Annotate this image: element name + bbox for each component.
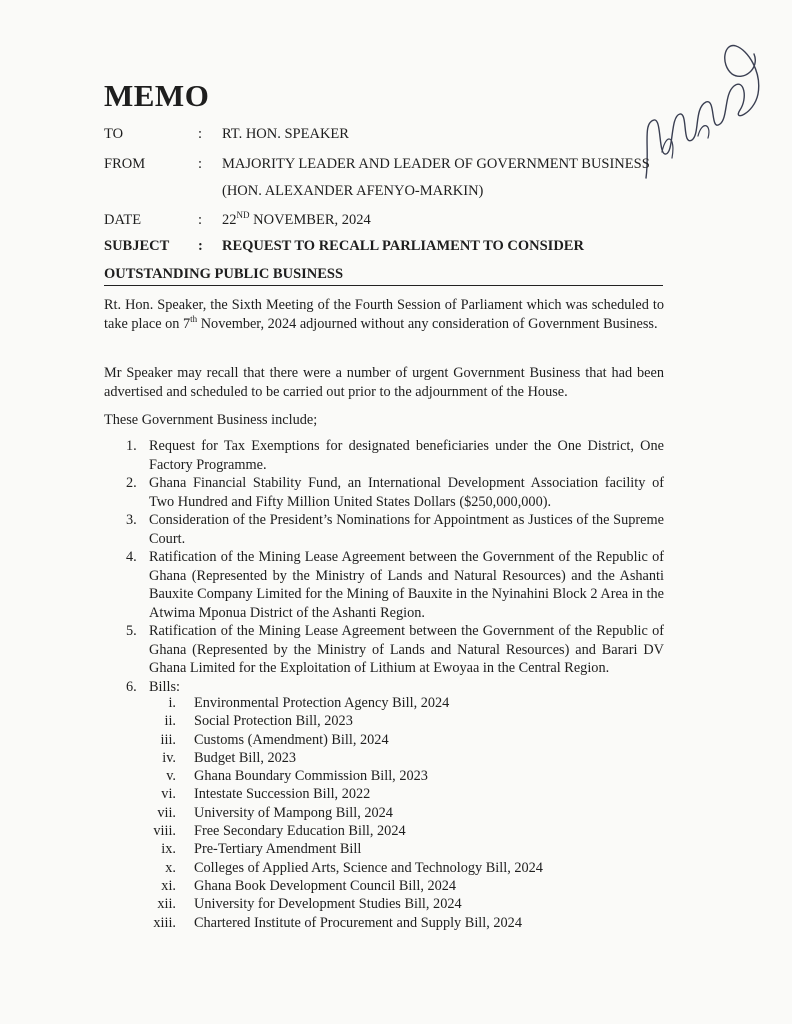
bill-number: vi.: [161, 786, 176, 803]
date-day-suffix: ND: [236, 210, 250, 220]
date-rest: NOVEMBER, 2024: [249, 212, 371, 228]
bill-item: [104, 785, 664, 803]
list-item-text: Ratification of the Mining Lease Agreement between the Government of the Republic of Ghana (Represented by the Ministry of Lands and Natural Resources) and Barari DV Ghana Limited for the Exploitation of Lithium at Ewoyaa in the Central Region.: [149, 623, 664, 676]
bill-number: viii.: [153, 823, 176, 840]
to-value: RT. HON. SPEAKER: [222, 126, 349, 142]
list-item-text: Ratification of the Mining Lease Agreement between the Government of the Republic of Ghana (Represented by the Ministry of Lands and Natural Resources) and the Ashanti Bauxite Company Limited for the Mining of Bauxite in the Nyinahini Block 2 Area in the Atwima Mponua District of the Ashanti Region.: [149, 549, 664, 621]
bill-item: [104, 914, 664, 932]
bill-title: University for Development Studies Bill, 2024: [194, 896, 462, 913]
list-item-text: Ghana Financial Stability Fund, an International Development Association facility of Two Hundred and Fifty Million United States Dollars ($250,000,000).: [149, 475, 664, 510]
subject-colon: :: [198, 238, 203, 254]
bill-item: [104, 822, 664, 840]
bill-number: i.: [168, 695, 176, 711]
bill-item: [104, 731, 664, 749]
list-item-number: 2.: [126, 475, 137, 491]
bill-title: Chartered Institute of Procurement and Supply Bill, 2024: [194, 914, 522, 931]
paragraph-recall: Mr Speaker may recall that there were a number of urgent Government Business that had been advertised and scheduled to be carried out prior to the adjournment of the House.: [104, 365, 664, 400]
list-item: [104, 474, 664, 511]
paragraph-list-intro: These Government Business include;: [104, 412, 318, 428]
bill-title: Colleges of Applied Arts, Science and Technology Bill, 2024: [194, 859, 543, 876]
date-day: 22: [222, 212, 237, 228]
paragraph-intro-b: November, 2024 adjourned without any consideration of Government Business.: [197, 315, 658, 332]
paragraph-intro-a: Rt. Hon. Speaker, the Sixth Meeting of the Fourth Session of Parliament which was scheduled to take place on 7: [104, 297, 664, 332]
bill-number: v.: [166, 768, 176, 785]
bill-item: [104, 749, 664, 767]
paragraph-intro: [104, 296, 664, 333]
bills-list: [104, 694, 664, 932]
handwritten-signature: [636, 28, 764, 188]
list-item-text: Request for Tax Exemptions for designated beneficiaries under the One District, One Factory Programme.: [149, 438, 664, 473]
list-item-number: 3.: [126, 512, 137, 528]
bill-number: x.: [165, 859, 176, 876]
bill-number: ix.: [161, 841, 176, 858]
from-colon: :: [198, 156, 203, 172]
list-item-text: Bills:: [149, 678, 180, 695]
bill-title: Social Protection Bill, 2023: [194, 713, 353, 730]
bill-title: Budget Bill, 2023: [194, 749, 297, 766]
bill-item: [104, 859, 664, 877]
bill-item: [104, 877, 664, 895]
list-item-number: 6.: [126, 678, 137, 695]
bill-number: vii.: [157, 804, 176, 821]
paragraph-intro-sup: th: [190, 313, 198, 324]
bill-item: [104, 694, 664, 712]
list-item: [104, 548, 664, 622]
date-value: [222, 212, 371, 229]
bill-number: xi.: [161, 877, 176, 894]
subject-label: SUBJECT: [104, 238, 170, 254]
bill-title: Free Secondary Education Bill, 2024: [194, 823, 406, 840]
date-colon: :: [198, 212, 203, 228]
date-label: DATE: [104, 212, 142, 228]
from-value: MAJORITY LEADER AND LEADER OF GOVERNMENT BUSINESS: [222, 156, 650, 172]
list-item: [104, 437, 664, 474]
subject-divider: [104, 285, 663, 286]
bill-number: iii.: [160, 731, 176, 748]
bill-item: [104, 767, 664, 785]
bill-number: xii.: [157, 896, 176, 913]
bill-item: [104, 804, 664, 822]
bill-number: xiii.: [153, 914, 176, 931]
to-colon: :: [198, 126, 203, 142]
bill-title: Ghana Boundary Commission Bill, 2023: [194, 768, 428, 785]
list-item-number: 5.: [126, 623, 137, 639]
subject-value: REQUEST TO RECALL PARLIAMENT TO CONSIDER: [222, 238, 584, 254]
bill-number: ii.: [164, 713, 176, 730]
list-item: [104, 622, 664, 678]
bill-title: Pre-Tertiary Amendment Bill: [194, 841, 362, 858]
list-item-text: Consideration of the President’s Nominations for Appointment as Justices of the Supreme Court.: [149, 512, 664, 547]
bill-title: Environmental Protection Agency Bill, 2024: [194, 695, 450, 711]
bill-title: Customs (Amendment) Bill, 2024: [194, 731, 389, 748]
bill-item: [104, 712, 664, 730]
business-list: [104, 437, 664, 696]
bill-item: [104, 840, 664, 858]
bill-number: iv.: [162, 749, 176, 766]
to-label: TO: [104, 126, 124, 142]
bill-title: Intestate Succession Bill, 2022: [194, 786, 371, 803]
memo-title: MEMO: [104, 78, 210, 113]
list-item: [104, 511, 664, 548]
bill-item: [104, 895, 664, 913]
bill-title: Ghana Book Development Council Bill, 2024: [194, 877, 457, 894]
from-label: FROM: [104, 156, 146, 172]
bill-title: University of Mampong Bill, 2024: [194, 804, 393, 821]
list-item-number: 1.: [126, 438, 137, 454]
list-item-number: 4.: [126, 549, 137, 565]
subject-value-continued: OUTSTANDING PUBLIC BUSINESS: [104, 266, 344, 282]
from-value-name: (HON. ALEXANDER AFENYO-MARKIN): [222, 183, 484, 199]
